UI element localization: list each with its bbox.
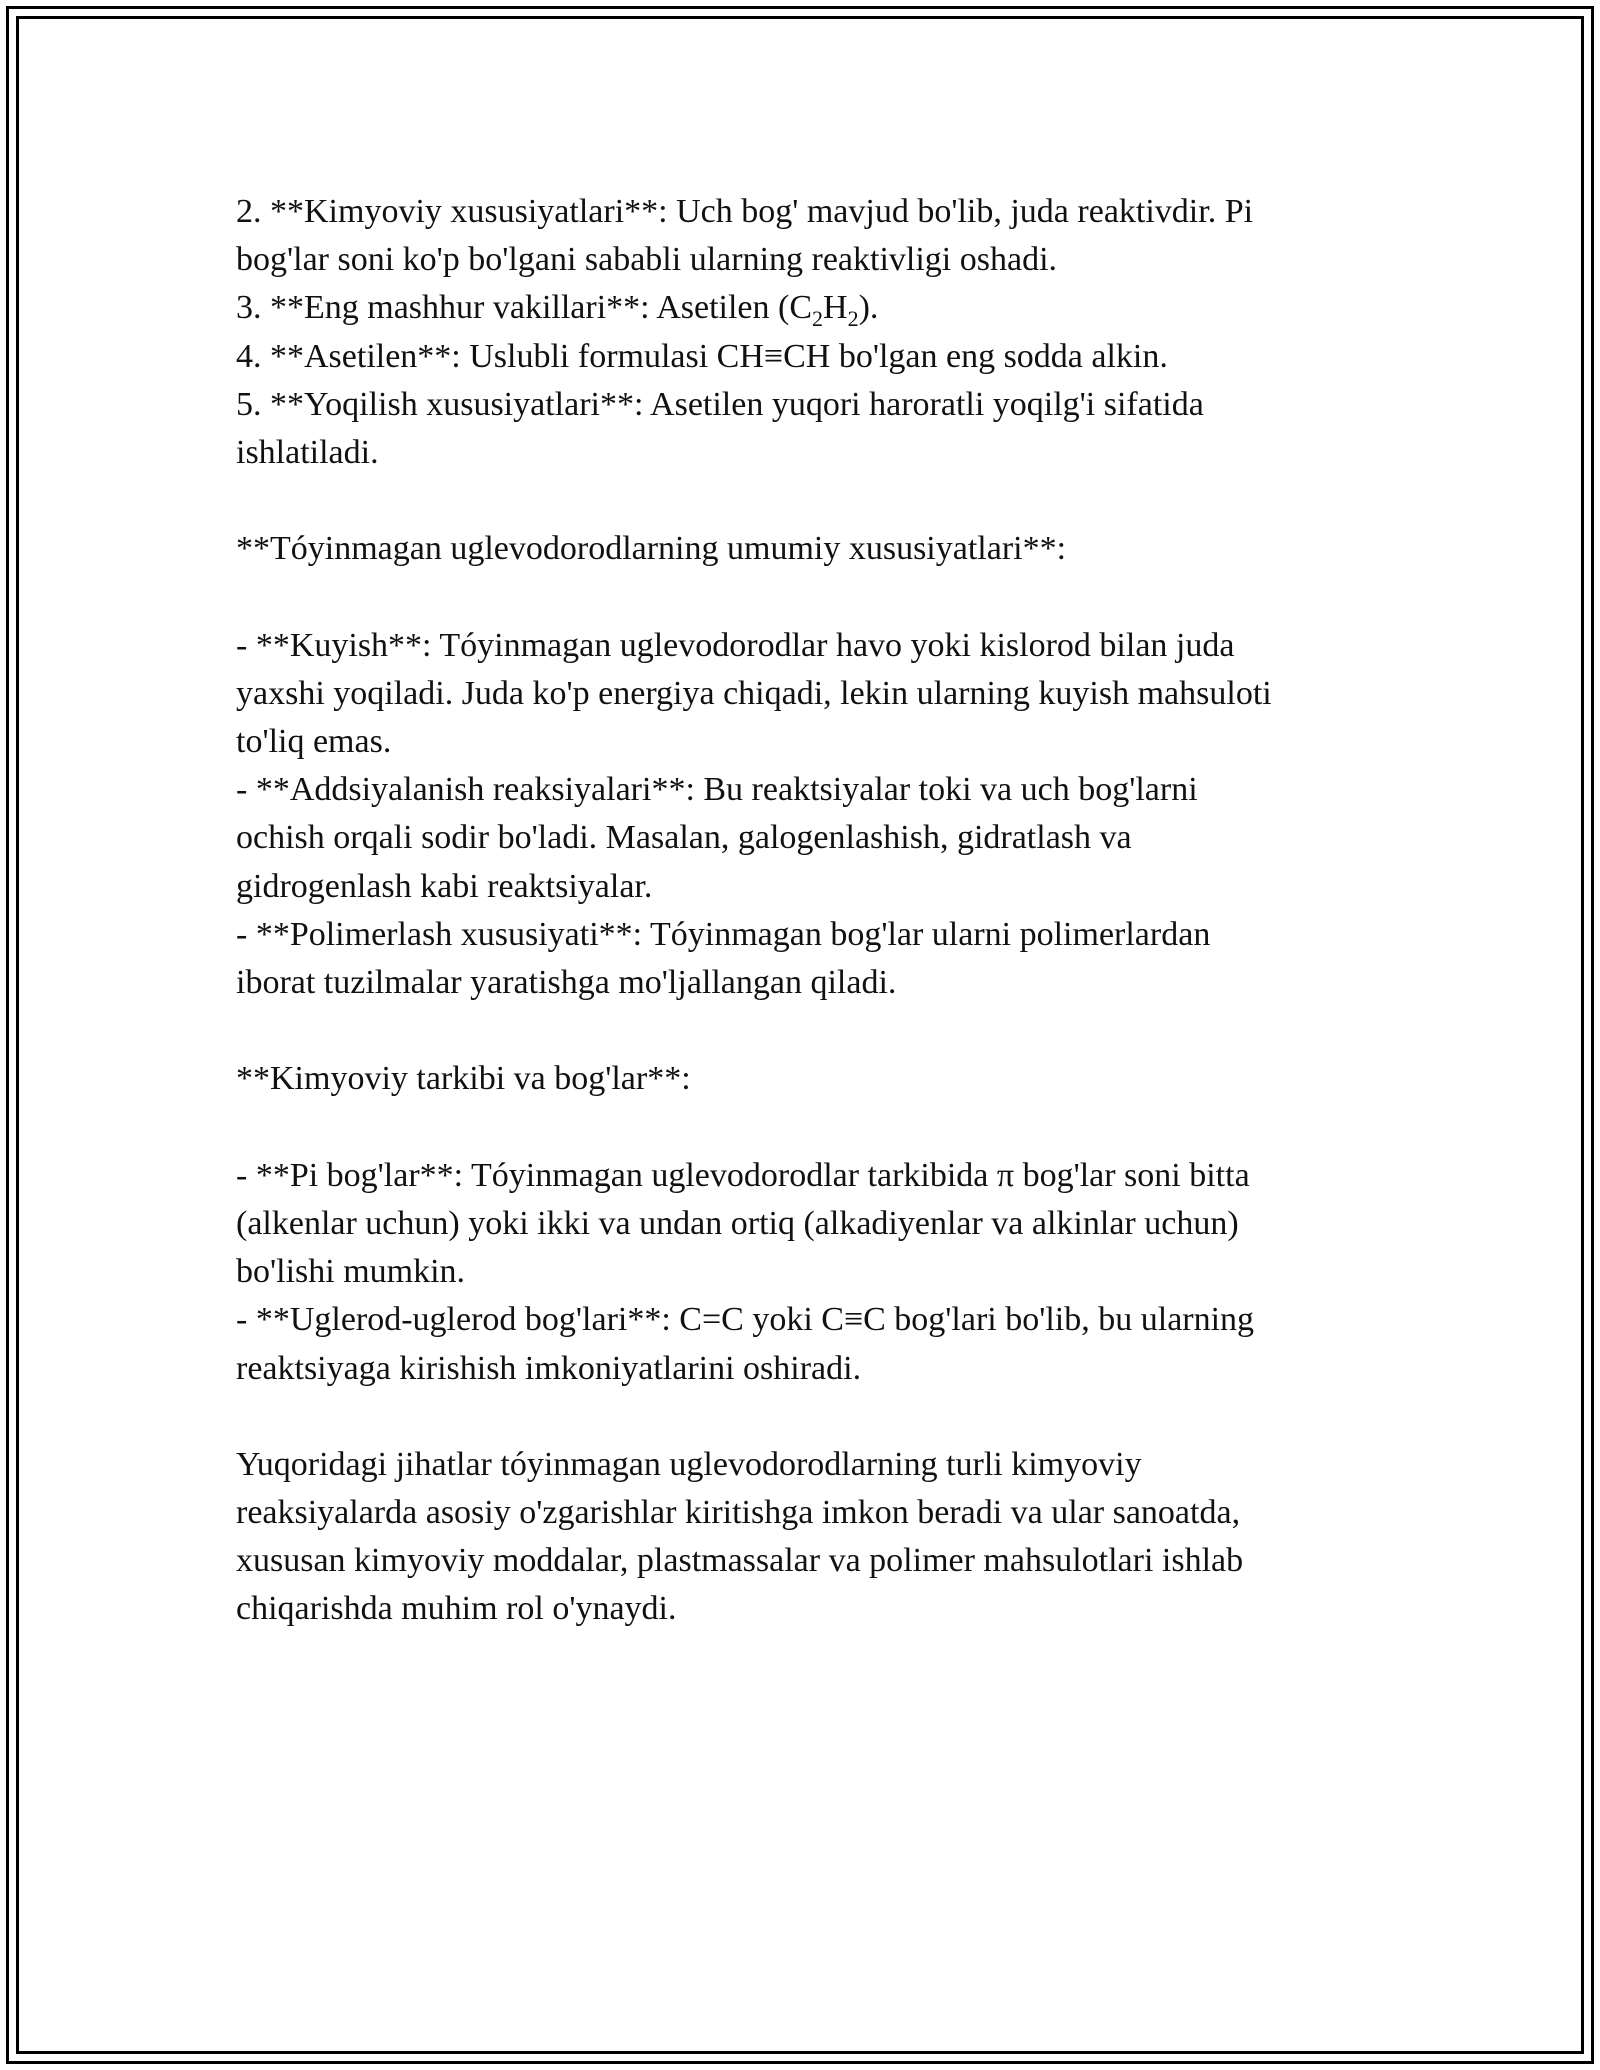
text-line: reaksiyalarda asosiy o'zgarishlar kiritishga imkon beradi va ular sanoatda, (236, 1494, 1241, 1532)
text-line: Yuqoridagi jihatlar tóyinmagan uglevodorodlarning turli kimyoviy (236, 1445, 1142, 1483)
text-line: iborat tuzilmalar yaratishga mo'ljallangan qiladi. (236, 964, 897, 1001)
document-body (236, 188, 1376, 1634)
text-segment: H (823, 289, 848, 327)
text-line: xususan kimyoviy moddalar, plastmassalar va polimer mahsulotlari ishlab (236, 1542, 1244, 1580)
blank-line (236, 574, 1376, 622)
section-heading: **Kimyoviy tarkibi va bog'lar**: (236, 1060, 691, 1098)
blank-line (236, 1104, 1376, 1152)
blank-line (236, 477, 1376, 525)
text-line: - **Kuyish**: Tóyinmagan uglevodorodlar havo yoki kislorod bilan juda (236, 626, 1235, 664)
blank-line (236, 1007, 1376, 1055)
text-line: yaxshi yoqiladi. Juda ko'p energiya chiqadi, lekin ularning kuyish mahsuloti (236, 674, 1272, 712)
text-line: to'liq emas. (236, 723, 392, 761)
text-line: gidrogenlash kabi reaktsiyalar. (236, 867, 653, 905)
text-line: 4. **Asetilen**: Uslubli formulasi CH≡CH bo'lgan eng sodda alkin. (236, 337, 1168, 375)
section-heading: **Tóyinmagan uglevodorodlarning umumiy xususiyatlari**: (236, 530, 1067, 568)
blank-line (236, 1393, 1376, 1441)
text-line: - **Pi bog'lar**: Tóyinmagan uglevodorodlar tarkibida π bog'lar soni bitta (236, 1156, 1250, 1194)
text-line: - **Polimerlash xususiyati**: Tóyinmagan bog'lar ularni polimerlardan (236, 915, 1211, 953)
text-line: bog'lar soni ko'p bo'lgani sababli ularning reaktivligi oshadi. (236, 241, 1058, 279)
text-line: bo'lishi mumkin. (236, 1253, 466, 1291)
text-line-with-formula (236, 284, 1376, 332)
text-line: (alkenlar uchun) yoki ikki va undan ortiq (alkadiyenlar va alkinlar uchun) (236, 1204, 1239, 1242)
text-segment: 3. **Eng mashhur vakillari**: Asetilen (C (236, 289, 813, 327)
text-line: chiqarishda muhim rol o'ynaydi. (236, 1590, 677, 1628)
text-line: 2. **Kimyoviy xususiyatlari**: Uch bog' mavjud bo'lib, juda reaktivdir. Pi (236, 193, 1254, 230)
text-line: reaktsiyaga kirishish imkoniyatlarini oshiradi. (236, 1349, 862, 1387)
text-line: ochish orqali sodir bo'ladi. Masalan, galogenlashish, gidratlash va (236, 819, 1132, 857)
text-line: ishlatiladi. (236, 433, 379, 471)
text-segment: ). (858, 289, 879, 327)
subscript: 2 (847, 306, 859, 332)
subscript: 2 (812, 306, 824, 332)
text-line: 5. **Yoqilish xususiyatlari**: Asetilen yuqori haroratli yoqilg'i sifatida (236, 385, 1204, 423)
text-line: - **Uglerod-uglerod bog'lari**: C=C yoki C≡C bog'lari bo'lib, bu ularning (236, 1301, 1255, 1339)
text-line: - **Addsiyalanish reaksiyalari**: Bu reaktsiyalar toki va uch bog'larni (236, 771, 1198, 809)
